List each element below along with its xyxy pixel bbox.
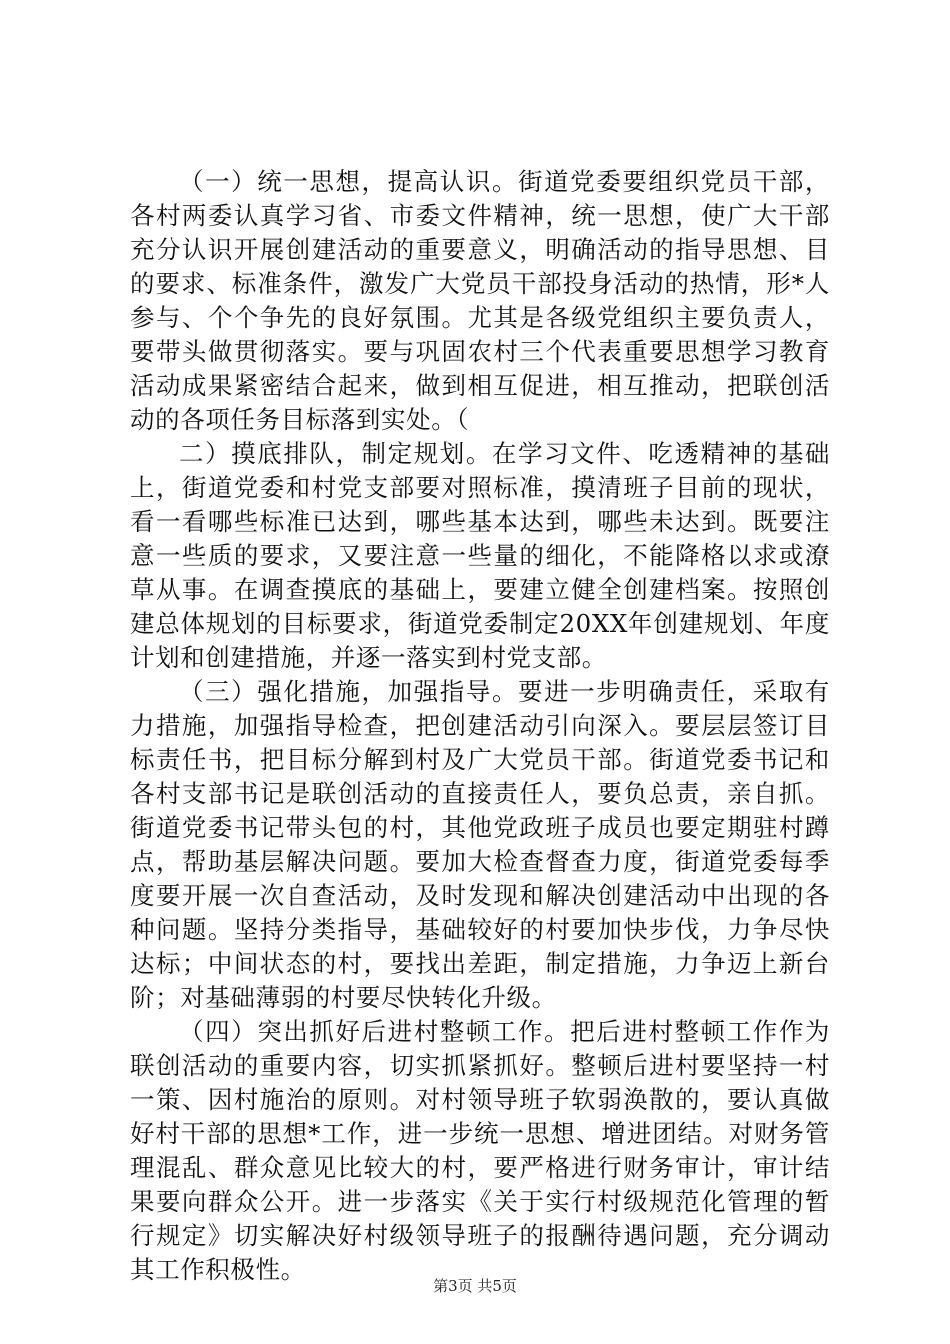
- paragraph-4: （四）突出抓好后进村整顿工作。把后进村整顿工作作为联创活动的重要内容，切实抓紧抓好。整顿后进村要坚持一村一策、因村施治的原则。对村领导班子软弱涣散的，要认真做好村干部的思想*工作，进一步统一思想、增进团结。对财务管理混乱、群众意见比较大的村，要严格进行财务审计，审计结果要向群众公开。进一步落实《关于实行村级规范化管理的暂行规定》切实解决好村级领导班子的报酬待遇问题，充分调动其工作积极性。: [130, 1017, 830, 1284]
- page-number-footer: 第3页 共5页: [433, 1277, 517, 1295]
- document-body: [130, 165, 830, 1287]
- paragraph-3: （三）强化措施，加强指导。要进一步明确责任，采取有力措施，加强指导检查，把创建活动引向深入。要层层签订目标责任书，把目标分解到村及广大党员干部。街道党委书记和各村支部书记是联创活动的直接责任人，要负总责，亲自抓。街道党委书记带头包的村，其他党政班子成员也要定期驻村蹲点，帮助基层解决问题。要加大检查督查力度，街道党委每季度要开展一次自查活动，及时发现和解决创建活动中出现的各种问题。坚持分类指导，基础较好的村要加快步伐，力争尽快达标；中间状态的村，要找出差距，制定措施，力争迈上新台阶；对基础薄弱的村要尽快转化升级。: [130, 677, 830, 1012]
- paragraph-1: （一）统一思想，提高认识。街道党委要组织党员干部，各村两委认真学习省、市委文件精神，统一思想，使广大干部充分认识开展创建活动的重要意义，明确活动的指导思想、目的要求、标准条件，激发广大党员干部投身活动的热情，形*人参与、个个争先的良好氛围。尤其是各级党组织主要负责人，要带头做贯彻落实。要与巩固农村三个代表重要思想学习教育活动成果紧密结合起来，做到相互促进，相互推动，把联创活动的各项任务目标落到实处。（: [130, 167, 830, 434]
- paragraph-2: 二）摸底排队，制定规划。在学习文件、吃透精神的基础上，街道党委和村党支部要对照标准，摸清班子目前的现状，看一看哪些标准已达到，哪些基本达到，哪些未达到。既要注意一些质的要求，又要注意一些量的细化，不能降格以求或潦草从事。在调查摸底的基础上，要建立健全创建档案。按照创建总体规划的目标要求，街道党委制定20XX年创建规划、年度计划和创建措施，并逐一落实到村党支部。: [130, 439, 830, 672]
